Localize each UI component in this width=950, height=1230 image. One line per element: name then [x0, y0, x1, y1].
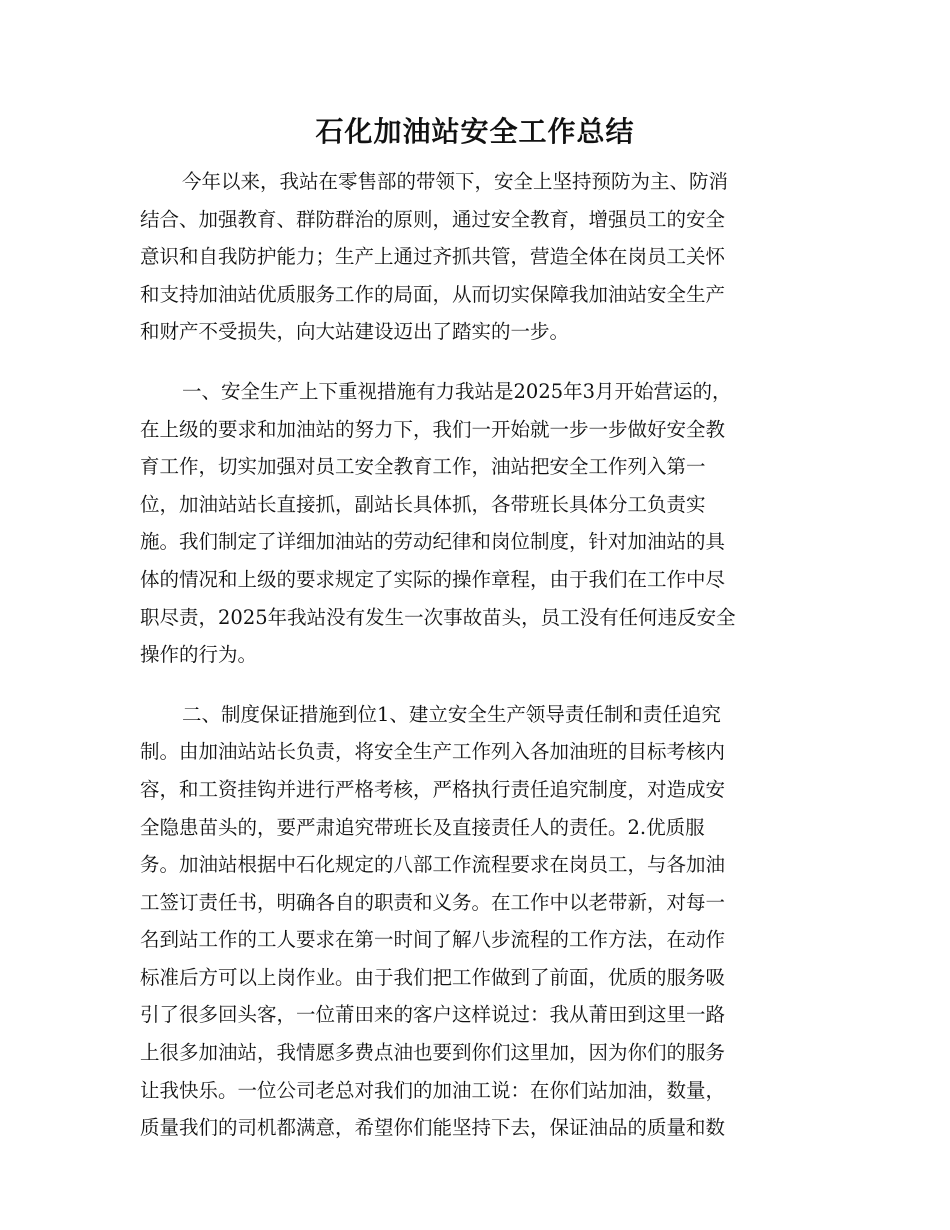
text-line: 意识和自我防护能力；生产上通过齐抓共管，营造全体在岗员工关怀 [140, 245, 726, 269]
text-line: 结合、加强教育、群防群治的原则，通过安全教育，增强员工的安全 [140, 207, 726, 231]
document-title: 石化加油站安全工作总结 [315, 115, 635, 148]
text-line: 上很多加油站，我情愿多费点油也要到你们这里加，因为你们的服务 [140, 1041, 726, 1065]
text-line: 二、制度保证措施到位1、建立安全生产领导责任制和责任追究 [182, 702, 721, 726]
text-line: 标准后方可以上岗作业。由于我们把工作做到了前面，优质的服务吸 [140, 965, 726, 989]
text-line: 操作的行为。 [140, 643, 258, 667]
text-line: 在上级的要求和加油站的努力下，我们一开始就一步一步做好安全教 [140, 417, 726, 441]
paragraph-section-two [140, 696, 800, 1147]
text-line: 名到站工作的工人要求在第一时间了解八步流程的工作方法，在动作 [140, 928, 726, 952]
text-line: 务。加油站根据中石化规定的八部工作流程要求在岗员工，与各加油 [140, 853, 726, 877]
text-line: 位，加油站站长直接抓，副站长具体抓，各带班长具体分工负责实 [140, 492, 706, 516]
paragraph-section-one [140, 373, 800, 674]
text-line: 一、安全生产上下重视措施有力我站是2025年3月开始营运的， [182, 379, 732, 403]
text-line: 今年以来，我站在零售部的带领下，安全上坚持预防为主、防消 [182, 170, 729, 193]
paragraph-intro [140, 163, 800, 351]
text-line: 全隐患苗头的，要严肃追究带班长及直接责任人的责任。2.优质服 [140, 815, 705, 839]
text-line: 质量我们的司机都满意，希望你们能坚持下去，保证油品的质量和数 [140, 1116, 726, 1140]
text-line: 制。由加油站站长负责，将安全生产工作列入各加油班的目标考核内 [140, 740, 726, 764]
text-line: 引了很多回头客，一位莆田来的客户这样说过：我从莆田到这里一路 [140, 1003, 726, 1027]
text-line: 施。我们制定了详细加油站的劳动纪律和岗位制度，针对加油站的具 [140, 530, 726, 554]
text-line: 工签订责任书，明确各自的职责和义务。在工作中以老带新，对每一 [140, 890, 726, 914]
text-line: 职尽责，2025年我站没有发生一次事故苗头，员工没有任何违反安全 [140, 605, 736, 629]
text-line: 和支持加油站优质服务工作的局面，从而切实保障我加油站安全生产 [140, 282, 726, 306]
text-line: 体的情况和上级的要求规定了实际的操作章程，由于我们在工作中尽 [140, 567, 726, 591]
text-line: 让我快乐。一位公司老总对我们的加油工说：在你们站加油，数量， [140, 1078, 726, 1102]
text-line: 和财产不受损失，向大站建设迈出了踏实的一步。 [140, 320, 570, 344]
document-body [140, 163, 800, 1169]
text-line: 容，和工资挂钩并进行严格考核，严格执行责任追究制度，对造成安 [140, 777, 726, 801]
text-line: 育工作，切实加强对员工安全教育工作，油站把安全工作列入第一 [140, 455, 706, 479]
